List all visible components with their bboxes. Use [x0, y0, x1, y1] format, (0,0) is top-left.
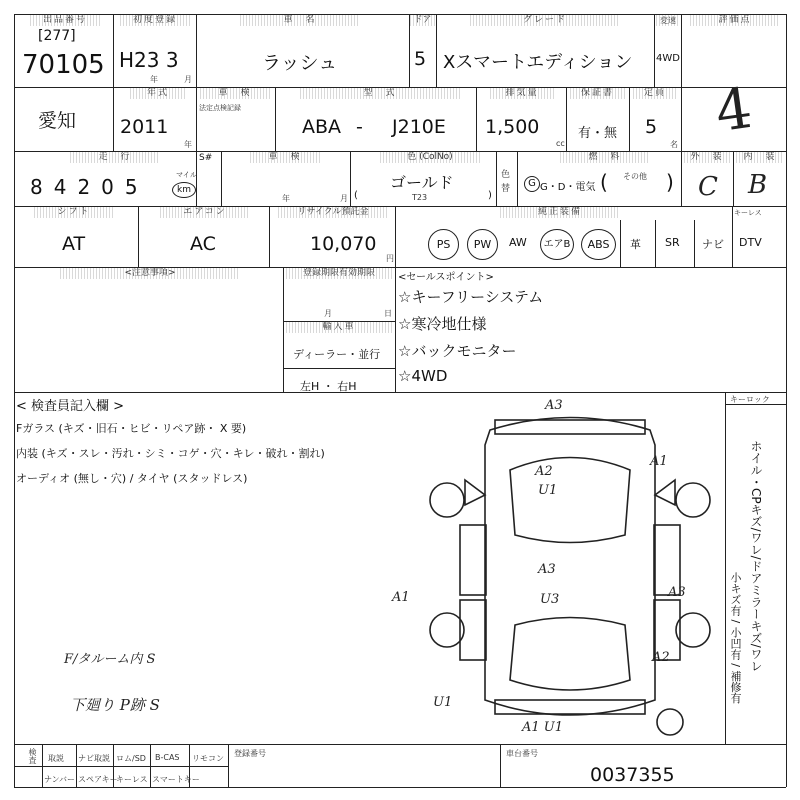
- reg-day: 日: [384, 309, 392, 318]
- rule-v: [500, 744, 501, 787]
- model-code: J210E: [392, 116, 446, 138]
- equip-navi: ナビ: [702, 238, 724, 251]
- rule-h: [14, 766, 228, 767]
- color-label: 色 (ColNo): [380, 152, 480, 163]
- car-door-fl: [460, 525, 486, 595]
- first-reg-label: 初度登録: [120, 15, 190, 26]
- handwritten-note-2: 下廻り P跡 S: [70, 696, 160, 714]
- sales-point-1: ☆キーフリーシステム: [398, 288, 544, 306]
- capacity-unit: 名: [670, 140, 678, 149]
- exterior-label: 外 装: [684, 152, 730, 163]
- venue-no: [277]: [38, 28, 76, 44]
- mark-roof: A3: [538, 562, 556, 577]
- ac: AC: [190, 233, 216, 255]
- unit-miles: マイル: [176, 171, 197, 179]
- footer-manual: 取説: [48, 754, 64, 763]
- rule-v: [196, 87, 197, 151]
- mark-rear-right: A2: [652, 650, 670, 665]
- mark-hood-u: U1: [538, 483, 558, 498]
- footer-chassis-label: 車台番号: [506, 749, 538, 758]
- rule-v: [436, 14, 437, 87]
- exterior-grade: C: [698, 172, 718, 202]
- region: 愛知: [38, 110, 77, 132]
- rule-v: [733, 151, 734, 206]
- equip-airbag-circled: エアB: [540, 229, 574, 260]
- footer-rom: ロム/SD: [116, 754, 146, 763]
- rule-v: [196, 14, 197, 87]
- import-label: 輸入車: [286, 322, 392, 333]
- inspector-title: < 検査員記入欄 >: [16, 399, 125, 414]
- shift: AT: [62, 233, 86, 255]
- warranty-label: 保証書: [570, 88, 625, 99]
- mirror-left: [465, 480, 485, 505]
- mileage: 84205: [30, 175, 149, 199]
- rule-v: [350, 151, 351, 206]
- footer-bcas: B-CAS: [155, 753, 180, 762]
- rule-v: [732, 206, 733, 267]
- mirror-right: [655, 480, 675, 505]
- mark-left-door: A1: [392, 590, 410, 605]
- inspector-interior: 内装 (キズ・スレ・汚れ・シミ・コゲ・穴・キレ・破れ・割れ): [16, 447, 325, 460]
- wheel-fl: [430, 483, 464, 517]
- fuel-other: その他: [623, 172, 647, 181]
- caution-label: <注意事項>: [60, 268, 240, 279]
- sales-point-2: ☆寒冷地仕様: [398, 315, 487, 333]
- rule-v: [228, 744, 229, 787]
- keyless-label: キーレス: [734, 209, 762, 217]
- doors: 5: [414, 48, 427, 70]
- grade: Xスマートエディション: [443, 52, 633, 73]
- footer-reg-no: 登録番号: [234, 749, 266, 758]
- wheel-fr: [676, 483, 710, 517]
- mark-right-door: A3: [668, 585, 686, 600]
- rule-row3: [14, 206, 786, 207]
- chassis-number: 0037355: [590, 764, 675, 786]
- drive: 4WD: [656, 53, 680, 64]
- rule-v: [138, 206, 139, 267]
- mark-front-bumper: A3: [545, 398, 563, 413]
- paren-open: (: [354, 190, 358, 201]
- displacement: 1,500: [485, 116, 540, 138]
- equip-leather: 革: [630, 238, 641, 251]
- recycle-fee: 10,070: [310, 233, 377, 255]
- footer-remocon: リモコン: [192, 754, 224, 763]
- fuel-options: G・D・電気: [540, 182, 596, 193]
- car-windshield: [510, 458, 630, 543]
- rear-bumper: [495, 700, 645, 714]
- inspector-glass: Fガラス (キズ・旧石・ヒビ・リペア跡・ X 要): [16, 422, 247, 435]
- equip-aw: AW: [509, 236, 527, 249]
- inspection-label: 車 検: [200, 88, 270, 99]
- import-dealer: ディーラー・並行: [293, 348, 381, 361]
- rule-row5: [14, 392, 786, 393]
- smeter-mark: S#: [199, 153, 213, 163]
- wheel-rl: [430, 613, 464, 647]
- doors-label: ドア: [410, 15, 435, 26]
- car-diagram: [420, 400, 720, 740]
- side-note-damage: 小キズ有 / 小凹有 / 補修有: [729, 572, 742, 704]
- rule-v: [269, 206, 270, 267]
- rule-v: [113, 87, 114, 151]
- drive-label: 変速: [656, 15, 680, 26]
- capacity-label: 定員: [633, 88, 677, 99]
- rule-v: [221, 151, 222, 206]
- model-prefix: ABA: [302, 116, 342, 138]
- rule-v: [681, 151, 682, 206]
- footer-plate: ナンバー: [44, 775, 76, 784]
- rule-h: [283, 368, 395, 369]
- equip-pw-circled: PW: [467, 229, 498, 260]
- footer-navi-manual: ナビ取説: [78, 754, 110, 763]
- paren-close: ): [488, 190, 492, 201]
- rule-v: [725, 392, 726, 744]
- footer-keyless: キーレス: [116, 775, 148, 784]
- fuel-g-circled: G: [524, 176, 540, 192]
- unit-km-circled: km: [172, 182, 196, 198]
- steering: 左H ・ 右H: [300, 380, 357, 393]
- sales-point-3: ☆バックモニター: [398, 342, 517, 360]
- mark-roof-u: U3: [540, 592, 560, 607]
- equip-ps-circled: PS: [428, 229, 459, 260]
- inspection-sub: 法定点検記録: [199, 104, 241, 112]
- rule-v: [694, 220, 695, 267]
- rule-left: [14, 14, 15, 787]
- mark-hood: A2: [535, 464, 553, 479]
- reg-expiry-label: 登録期限有効期限: [286, 268, 392, 279]
- fuel-label: 燃 料: [560, 152, 650, 163]
- inspect-month: 月: [340, 194, 348, 203]
- rule-footer: [14, 744, 786, 745]
- color-change-label: 色替: [501, 170, 511, 194]
- reg-month: 月: [324, 309, 332, 318]
- equip-sunroof: SR: [665, 236, 680, 249]
- rule-v: [654, 14, 655, 87]
- mileage-label: 走 行: [70, 152, 160, 163]
- rule-v: [517, 151, 518, 206]
- mark-rear-bumper: A1 U1: [522, 720, 564, 735]
- color: ゴールド: [390, 173, 454, 192]
- rule-v: [496, 151, 497, 206]
- rule-v: [620, 220, 621, 267]
- venue-no-label: 出品番号: [30, 15, 100, 26]
- displacement-label: 排気量: [490, 88, 554, 99]
- car-rear-glass: [510, 618, 630, 691]
- inspect-date-label: 車 検: [250, 152, 320, 163]
- capacity: 5: [645, 116, 658, 138]
- rule-v: [476, 87, 477, 151]
- cc-unit: cc: [556, 139, 565, 148]
- equip-dtv: DTV: [739, 236, 762, 249]
- shift-label: シフト: [34, 207, 114, 218]
- rule-v: [113, 14, 114, 87]
- model-year: 2011: [120, 116, 169, 138]
- rule-v: [655, 220, 656, 267]
- keylock-label: キーロック: [730, 395, 770, 404]
- spare-wheel: [657, 709, 683, 735]
- year-unit: 年: [150, 75, 158, 84]
- grade-label: グレード: [470, 15, 620, 26]
- year-label: 年式: [130, 88, 186, 99]
- model-code-label: 型 式: [300, 88, 460, 99]
- yen-unit: 円: [386, 254, 394, 263]
- equip-abs-circled: ABS: [581, 229, 616, 260]
- rule-v: [275, 87, 276, 151]
- lot-number: 70105: [22, 50, 105, 80]
- paren-open-2: (: [600, 170, 608, 194]
- rule-bottom: [14, 787, 786, 788]
- rule-v: [566, 87, 567, 151]
- handwritten-note-1: F/タルーム内 S: [64, 652, 156, 667]
- rule-right: [786, 14, 787, 787]
- wheel-rr: [676, 613, 710, 647]
- rule-v: [395, 267, 396, 392]
- mark-rear-left: U1: [433, 695, 453, 710]
- paren-close-2: ): [666, 170, 674, 194]
- color-code: T23: [412, 193, 428, 202]
- rule-v: [395, 206, 396, 267]
- model-name-label: 車 名: [240, 15, 360, 26]
- year-unit-2: 年: [184, 140, 192, 149]
- side-note-wheel: ホイル・CPキズ/ワレ/ドアミラーキズ/ワレ: [749, 440, 763, 672]
- footer-spare: スペアキー: [78, 775, 118, 784]
- model-dash: -: [356, 116, 363, 138]
- model-name: ラッシュ: [262, 52, 338, 74]
- sales-point-4: ☆4WD: [398, 367, 448, 385]
- mark-front-right: A1: [650, 454, 668, 469]
- warranty: 有・無: [578, 126, 618, 141]
- inspect-year: 年: [282, 194, 290, 203]
- score: 4: [711, 75, 756, 146]
- recycle-label: リサイクル預託金: [278, 207, 388, 218]
- rule-v: [283, 267, 284, 392]
- ac-label: エアコン: [160, 207, 250, 218]
- interior-label: 内 装: [736, 152, 784, 163]
- month-unit: 月: [184, 75, 192, 84]
- sales-label: <セールスポイント>: [398, 272, 494, 283]
- first-reg: H23 3: [119, 48, 179, 72]
- equipment-label: 純正装備: [500, 207, 620, 218]
- score-label: 評価点: [690, 15, 780, 26]
- rule-v: [629, 87, 630, 151]
- footer-side-label: 検査: [28, 748, 37, 764]
- inspector-audio-tire: オーディオ (無し・穴) / タイヤ (スタッドレス): [16, 472, 248, 485]
- footer-smartkey: スマートキー: [152, 775, 200, 784]
- interior-grade: B: [748, 170, 768, 200]
- rule-v: [681, 14, 682, 151]
